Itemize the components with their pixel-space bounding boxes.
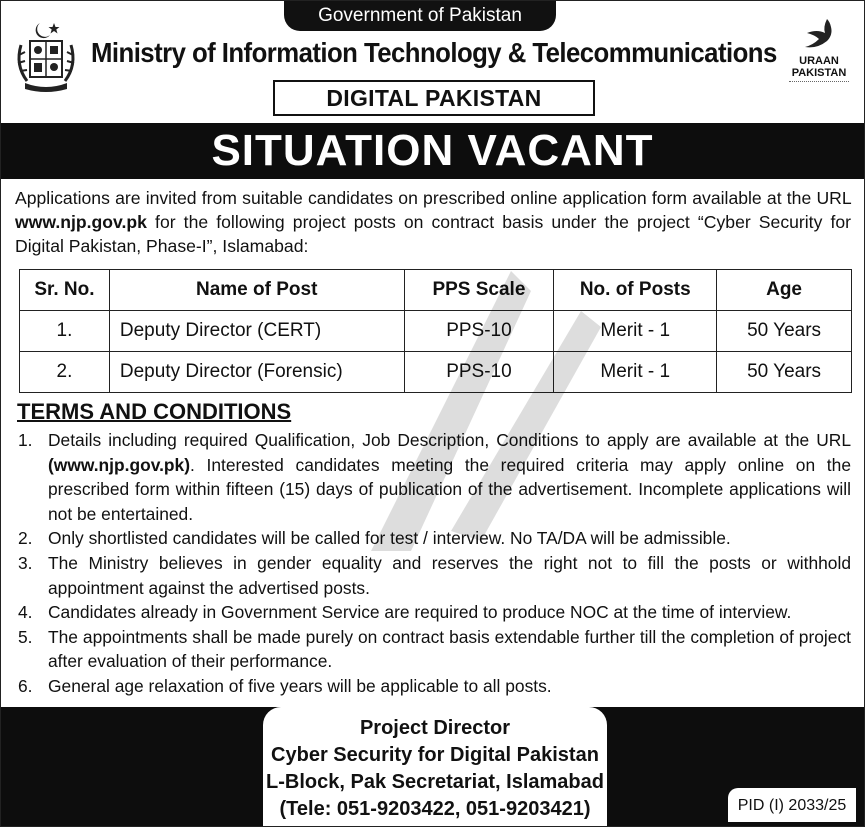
- list-number: 3.: [18, 552, 33, 573]
- address-line: Cyber Security for Digital Pakistan: [271, 744, 599, 766]
- list-number: 5.: [18, 626, 33, 647]
- term-url: (www.njp.gov.pk): [48, 454, 191, 475]
- uraan-bird-icon: [797, 17, 841, 55]
- posts-table: [19, 269, 852, 393]
- terms-heading: TERMS AND CONDITIONS: [17, 399, 292, 424]
- table-cell: 2.: [20, 352, 110, 393]
- logo-line1: URAAN: [799, 55, 839, 67]
- government-banner: Government of Pakistan: [284, 1, 556, 31]
- terms-list: [15, 428, 851, 699]
- term-text: General age relaxation of five years will be applicable to all posts.: [48, 675, 552, 696]
- table-cell: Deputy Director (Forensic): [109, 352, 404, 393]
- contact-address: [263, 707, 607, 826]
- list-item: [15, 600, 851, 625]
- list-number: 6.: [18, 675, 33, 696]
- table-header-row: [20, 270, 852, 311]
- term-text: Candidates already in Government Service are required to produce NOC at the time of interview.: [48, 602, 792, 623]
- page-title: SITUATION VACANT: [1, 123, 864, 179]
- list-item: [15, 551, 851, 600]
- list-item: [15, 526, 851, 551]
- program-name: DIGITAL PAKISTAN: [273, 80, 595, 116]
- term-text: The Ministry believes in gender equality and reserves the right not to fill the posts or withhold appointment against the advertised posts.: [48, 552, 851, 598]
- pid-number: PID (I) 2033/25: [728, 788, 856, 822]
- logo-tagline-mark: [789, 81, 849, 86]
- table-header-cell: Name of Post: [109, 270, 404, 311]
- intro-text-2: for the following project posts on contract basis under the project “Cyber Security for Digital Pakistan, Phase-I”, Islamabad:: [15, 212, 851, 256]
- list-number: 4.: [18, 602, 33, 623]
- ministry-name: Ministry of Information Technology & Telecommunications: [91, 37, 777, 68]
- table-cell: PPS-10: [404, 311, 554, 352]
- term-text: The appointments shall be made purely on contract basis extendable further till the completion of project after evaluation of their performance.: [48, 626, 851, 672]
- table-cell: Merit - 1: [554, 311, 717, 352]
- term-text: . Interested candidates meeting the required criteria may apply online on the prescribed form within fifteen (15) days of publication of the advertisement. Incomplete applications will not be entertained.: [48, 454, 851, 524]
- table-header-cell: No. of Posts: [554, 270, 717, 311]
- address-line: Project Director: [359, 717, 511, 739]
- table-cell: 50 Years: [717, 311, 852, 352]
- intro-paragraph: [15, 186, 851, 258]
- address-line: (Tele: 051-9203422, 051-9203421): [279, 798, 591, 820]
- table-cell: 1.: [20, 311, 110, 352]
- list-number: 2.: [18, 528, 33, 549]
- state-emblem-icon: [11, 15, 81, 95]
- table-row: [20, 352, 852, 393]
- table-cell: Deputy Director (CERT): [109, 311, 404, 352]
- intro-text-1: Applications are invited from suitable candidates on prescribed online application form available at the URL: [15, 188, 851, 208]
- list-item: [15, 428, 851, 526]
- table-header-cell: Age: [717, 270, 852, 311]
- table-header-cell: Sr. No.: [20, 270, 110, 311]
- logo-line2: PAKISTAN: [791, 67, 847, 79]
- list-item: [15, 625, 851, 674]
- list-item: [15, 674, 851, 699]
- table-row: [20, 311, 852, 352]
- uraan-pakistan-logo: [781, 17, 857, 97]
- table-cell: 50 Years: [717, 352, 852, 393]
- intro-url: www.njp.gov.pk: [15, 212, 147, 232]
- table-cell: Merit - 1: [554, 352, 717, 393]
- table-cell: PPS-10: [404, 352, 554, 393]
- term-text: Only shortlisted candidates will be called for test / interview. No TA/DA will be admissible.: [48, 528, 731, 549]
- list-number: 1.: [18, 430, 33, 450]
- table-header-cell: PPS Scale: [404, 270, 554, 311]
- address-line: L-Block, Pak Secretariat, Islamabad: [266, 771, 604, 793]
- term-text: Details including required Qualification, Job Description, Conditions to apply are available at the URL: [48, 430, 851, 450]
